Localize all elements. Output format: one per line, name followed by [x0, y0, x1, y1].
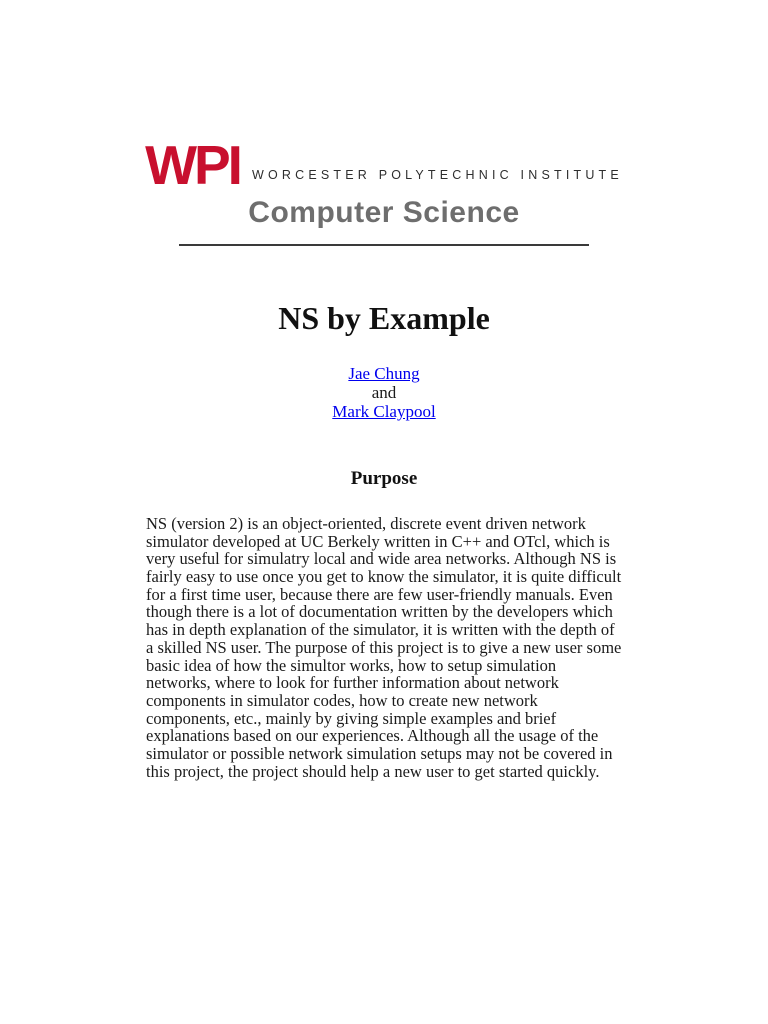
section-heading-purpose: Purpose — [350, 467, 418, 489]
header-divider — [179, 244, 589, 246]
authors-conjunction: and — [371, 382, 397, 402]
wpi-logo-acronym: WPI — [145, 134, 240, 196]
body-paragraph: NS (version 2) is an object-oriented, discrete event driven network simulator developed at UC Berkely written in C++ and OTcl, which is very useful for simulatry local and wide area networks. Although NS is fairly easy to use once you get to know the simulator, it is quite difficult for a first time user, because there are few user-friendly manuals. Even though there is a lot of documentation written by the developers which has in depth explanation of the simulator, it is written with the depth of a skilled NS user. The purpose of this project is to give a new user some basic idea of how the simultor works, how to setup simulation networks, where to look for further information about network components in simulator codes, how to create new network components, etc., mainly by giving simple examples and brief explanations based on our experiences. Although all the usage of the simulator or possible network simulation setups may not be covered in this project, the project should help a new user to get started quickly. — [146, 513, 622, 781]
author-link-mark-claypool[interactable]: Mark Claypool — [332, 401, 436, 421]
authors-block — [0, 364, 768, 421]
author-link-jae-chung[interactable]: Jae Chung — [348, 363, 420, 383]
wpi-logo — [145, 134, 623, 196]
wpi-masthead — [145, 0, 623, 246]
institution-name: WORCESTER POLYTECHNIC INSTITUTE — [251, 167, 623, 182]
document-title: NS by Example — [278, 299, 490, 336]
department-name: Computer Science — [248, 195, 520, 229]
